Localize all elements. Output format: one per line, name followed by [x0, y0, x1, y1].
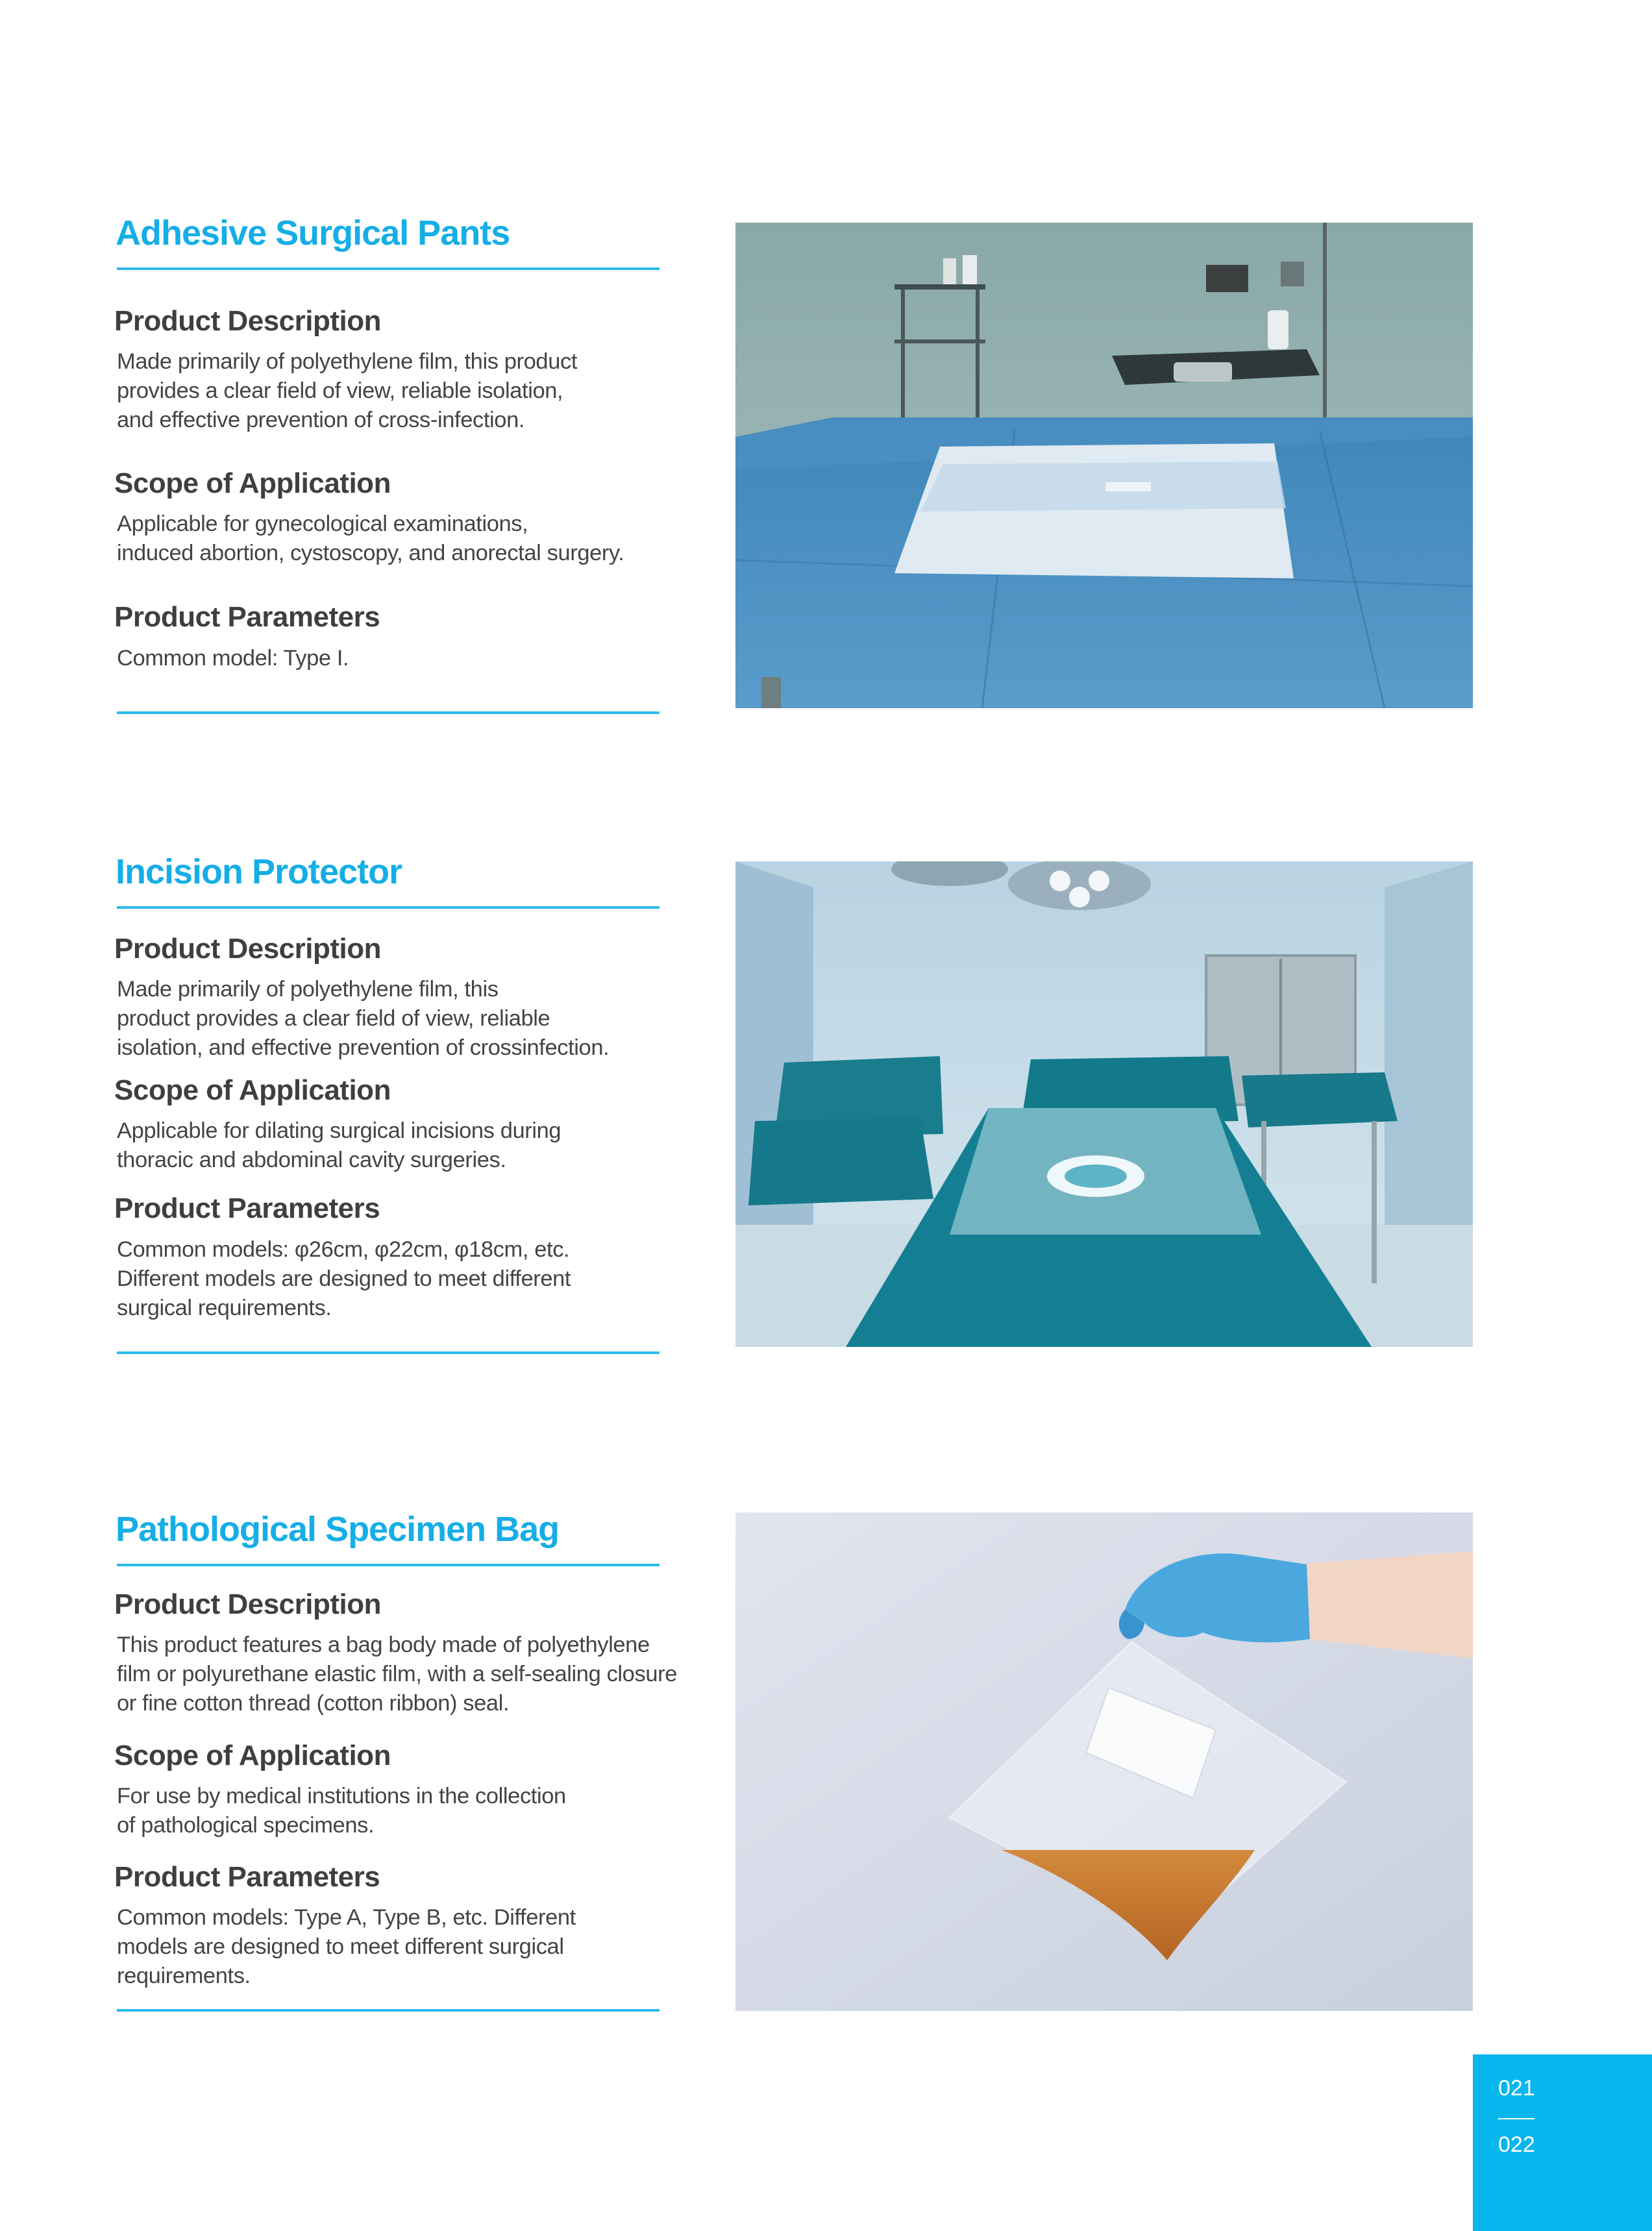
parameters-text: Common models: Type A, Type B, etc. Different models are designed to meet different surgical requirements. — [117, 1905, 576, 1988]
section-bottom-divider — [117, 1351, 660, 1354]
section-bottom-divider — [117, 711, 660, 714]
description-text: Made primarily of polyethylene film, this product provides a clear field of view, reliable isolation, and effective prevention of crossinfection. — [117, 977, 610, 1060]
description-heading: Product Description — [114, 305, 381, 337]
description-text: Made primarily of polyethylene film, this product provides a clear field of view, reliable isolation, and effective prevention of cross-infection. — [117, 349, 578, 432]
page-number-badge — [1473, 2054, 1652, 2231]
page-number-right: 022 — [1498, 2132, 1535, 2157]
title-divider — [117, 267, 660, 270]
parameters-text: Common models: φ26cm, φ22cm, φ18cm, etc. Different models are designed to meet different surgical requirements. — [117, 1237, 571, 1320]
scope-text: Applicable for dilating surgical incisions during thoracic and abdominal cavity surgeries. — [117, 1118, 561, 1172]
product-title: Incision Protector — [116, 852, 402, 891]
product-title: Adhesive Surgical Pants — [116, 214, 510, 253]
operating-table-drape-photo — [735, 223, 1473, 708]
scope-heading: Scope of Application — [114, 1740, 391, 1771]
description-heading: Product Description — [114, 933, 381, 965]
parameters-text: Common model: Type I. — [117, 646, 349, 671]
scope-text: For use by medical institutions in the collection of pathological specimens. — [117, 1784, 566, 1838]
operating-room-photo — [735, 861, 1473, 1347]
title-divider — [117, 1564, 660, 1566]
product-title: Pathological Specimen Bag — [116, 1510, 560, 1549]
specimen-bag-photo — [735, 1512, 1473, 2011]
parameters-heading: Product Parameters — [114, 601, 380, 633]
parameters-heading: Product Parameters — [114, 1192, 380, 1224]
parameters-heading: Product Parameters — [114, 1861, 380, 1893]
description-heading: Product Description — [114, 1588, 381, 1620]
description-text: This product features a bag body made of polyethylene film or polyurethane elastic film, with a self-sealing closure or fine cotton thread (cotton ribbon) seal. — [117, 1633, 677, 1716]
scope-heading: Scope of Application — [114, 467, 391, 499]
page-number-left: 021 — [1498, 2076, 1535, 2101]
scope-text: Applicable for gynecological examinations, induced abortion, cystoscopy, and anorectal surgery. — [117, 512, 624, 565]
page-number-separator — [1498, 2118, 1535, 2119]
scope-heading: Scope of Application — [114, 1074, 391, 1106]
section-bottom-divider — [117, 2009, 660, 2012]
title-divider — [117, 906, 660, 909]
